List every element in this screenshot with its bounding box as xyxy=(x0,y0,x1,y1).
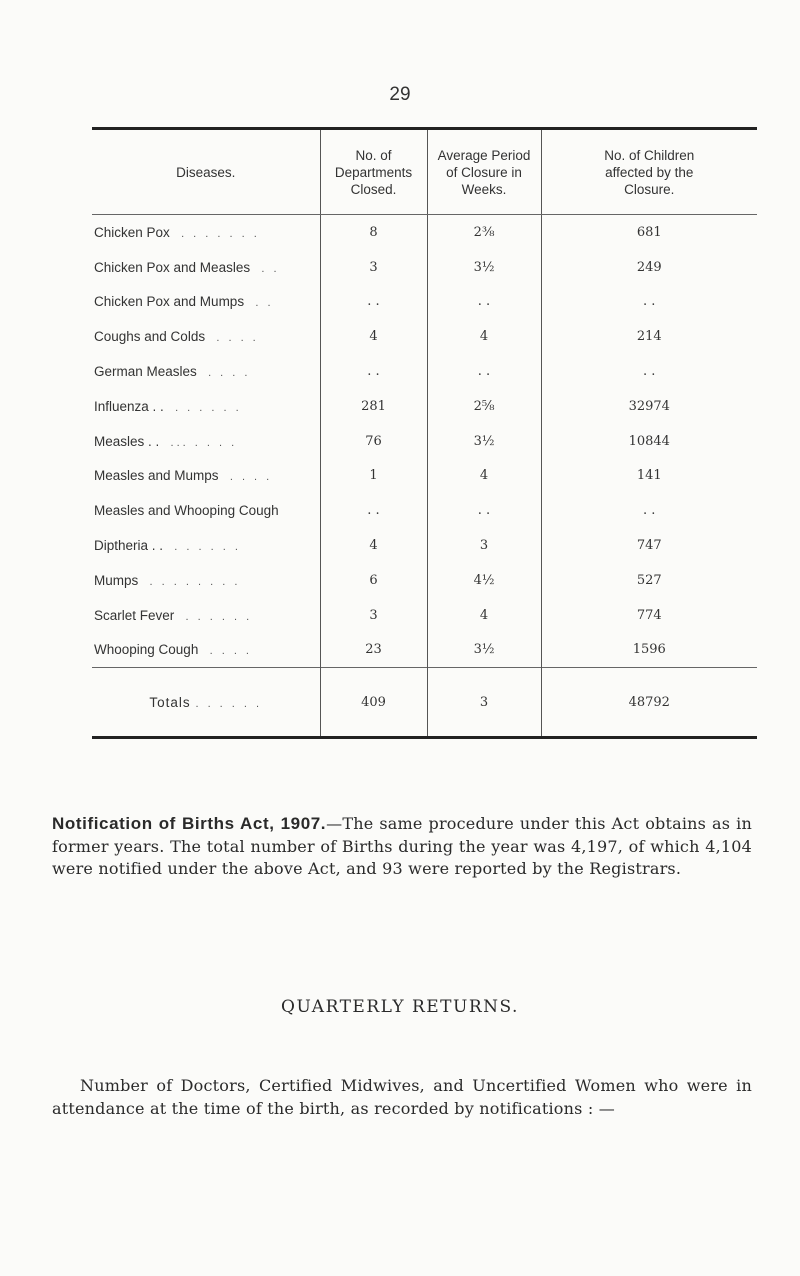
table-row xyxy=(92,250,757,285)
weeks-cell: 2⅝ xyxy=(427,389,541,424)
departments-cell: . . xyxy=(320,493,427,528)
header-line: Average Period xyxy=(437,147,531,163)
weeks-cell: 4 xyxy=(427,459,541,494)
column-header-4 xyxy=(541,129,757,215)
disease-name: Coughs and Colds xyxy=(94,329,206,345)
dot-leader: . . . . . . xyxy=(174,541,241,554)
departments-cell: 3 xyxy=(320,250,427,285)
disease-cell xyxy=(92,389,320,424)
disease-name: German Measles xyxy=(94,364,197,380)
children-cell: 32974 xyxy=(541,389,757,424)
dot-leader: . . . . . . . xyxy=(181,227,260,240)
disease-cell xyxy=(92,215,320,250)
children-cell: 214 xyxy=(541,319,757,354)
disease-name: Measles and Whooping Cough xyxy=(94,503,279,519)
school-closure-table xyxy=(92,127,757,739)
table-row xyxy=(92,528,757,563)
totals-weeks: 3 xyxy=(427,668,541,738)
departments-cell: 76 xyxy=(320,424,427,459)
header-row xyxy=(92,129,757,215)
table-footer xyxy=(92,668,757,738)
dot-leader: . . . . xyxy=(208,367,251,380)
children-cell: 10844 xyxy=(541,424,757,459)
dot-leader: ... . . . . xyxy=(170,436,238,449)
disease-cell xyxy=(92,598,320,633)
table-row xyxy=(92,459,757,494)
weeks-cell: 3 xyxy=(427,528,541,563)
header-line: Closure. xyxy=(624,181,675,197)
dot-leader: . . xyxy=(255,297,274,310)
children-cell: 141 xyxy=(541,459,757,494)
disease-cell xyxy=(92,563,320,598)
departments-cell: 8 xyxy=(320,215,427,250)
totals-children: 48792 xyxy=(541,668,757,738)
quarterly-returns-paragraph: Number of Doctors, Certified Midwives, and Uncertified Women who were in attendance at the time of the birth, as recorded by notifications : — xyxy=(52,1076,752,1118)
departments-cell: 23 xyxy=(320,633,427,668)
disease-name: Chicken Pox xyxy=(94,224,170,240)
disease-cell xyxy=(92,633,320,668)
disease-cell xyxy=(92,424,320,459)
weeks-cell: 4½ xyxy=(427,563,541,598)
disease-name: Chicken Pox and Mumps xyxy=(94,294,245,310)
table-row xyxy=(92,319,757,354)
header-line: No. of Children xyxy=(604,147,695,163)
births-act-paragraph xyxy=(52,813,752,881)
column-header-3 xyxy=(427,129,541,215)
children-cell: 527 xyxy=(541,563,757,598)
weeks-cell: 3½ xyxy=(427,250,541,285)
dot-leader: . . . . . . . . xyxy=(149,575,241,588)
disease-name: Measles . . xyxy=(94,433,160,449)
departments-cell: 6 xyxy=(320,563,427,598)
disease-name: Whooping Cough xyxy=(94,642,199,658)
disease-name: Mumps xyxy=(94,572,139,588)
totals-label: Totals xyxy=(149,694,191,710)
header-line: Departments xyxy=(334,164,413,180)
table-row xyxy=(92,424,757,459)
dot-leader: . . . . . . xyxy=(185,610,253,623)
dot-leader: . . . . xyxy=(229,471,273,484)
children-cell: 774 xyxy=(541,598,757,633)
weeks-cell: 3½ xyxy=(427,633,541,668)
disease-cell xyxy=(92,528,320,563)
disease-cell xyxy=(92,285,320,320)
weeks-cell: 4 xyxy=(427,598,541,633)
weeks-cell: 4 xyxy=(427,319,541,354)
header-line: affected by the xyxy=(605,164,694,180)
dot-leader: . . . . . . xyxy=(175,401,242,414)
children-cell: 1596 xyxy=(541,633,757,668)
departments-cell: . . xyxy=(320,354,427,389)
table-row xyxy=(92,215,757,250)
weeks-cell: . . xyxy=(427,493,541,528)
births-act-lead: Notification of Births Act, 1907. xyxy=(52,814,327,833)
disease-name: Scarlet Fever xyxy=(94,607,175,623)
table-row xyxy=(92,285,757,320)
weeks-cell: . . xyxy=(427,354,541,389)
table-row xyxy=(92,633,757,668)
dot-leader: . . . . xyxy=(216,332,259,345)
disease-cell xyxy=(92,459,320,494)
children-cell: . . xyxy=(541,354,757,389)
column-header-1 xyxy=(92,129,320,215)
table-header xyxy=(92,129,757,215)
departments-cell: 3 xyxy=(320,598,427,633)
disease-cell xyxy=(92,250,320,285)
departments-cell: 1 xyxy=(320,459,427,494)
dot-leader: . . . . . . xyxy=(195,697,263,710)
disease-name: Influenza . . xyxy=(94,398,164,414)
disease-cell xyxy=(92,493,320,528)
column-header-2 xyxy=(320,129,427,215)
header-line: Closed. xyxy=(350,181,397,197)
disease-name: Measles and Mumps xyxy=(94,468,219,484)
dot-leader: . . xyxy=(261,262,280,275)
departments-cell: . . xyxy=(320,285,427,320)
header-line: Weeks. xyxy=(461,181,507,197)
table-row xyxy=(92,493,757,528)
header-line: Diseases. xyxy=(176,164,236,180)
totals-label-cell xyxy=(92,668,320,738)
disease-name: Chicken Pox and Measles xyxy=(94,259,251,275)
disease-cell xyxy=(92,319,320,354)
table-row xyxy=(92,389,757,424)
table-body xyxy=(92,215,757,668)
children-cell: . . xyxy=(541,285,757,320)
page-number: 29 xyxy=(389,84,411,105)
departments-cell: 4 xyxy=(320,319,427,354)
header-line: No. of xyxy=(355,147,392,163)
weeks-cell: 2⅜ xyxy=(427,215,541,250)
children-cell: 681 xyxy=(541,215,757,250)
disease-cell xyxy=(92,354,320,389)
births-act-body: —The same procedure under this Act obtains as in former years. The total number of Births during the year was 4,197, of which 4,104 were notified under the above Act, and 93 were reported by the Registrars. xyxy=(52,814,752,878)
weeks-cell: . . xyxy=(427,285,541,320)
table-row xyxy=(92,354,757,389)
children-cell: 747 xyxy=(541,528,757,563)
header-line: of Closure in xyxy=(446,164,522,180)
totals-departments: 409 xyxy=(320,668,427,738)
dot-leader: . . . . xyxy=(209,645,252,658)
weeks-cell: 3½ xyxy=(427,424,541,459)
totals-row xyxy=(92,668,757,738)
children-cell: 249 xyxy=(541,250,757,285)
disease-name: Diptheria . . xyxy=(94,538,164,554)
departments-cell: 281 xyxy=(320,389,427,424)
section-heading: QUARTERLY RETURNS. xyxy=(281,997,519,1017)
departments-cell: 4 xyxy=(320,528,427,563)
table-row xyxy=(92,563,757,598)
table-row xyxy=(92,598,757,633)
children-cell: . . xyxy=(541,493,757,528)
